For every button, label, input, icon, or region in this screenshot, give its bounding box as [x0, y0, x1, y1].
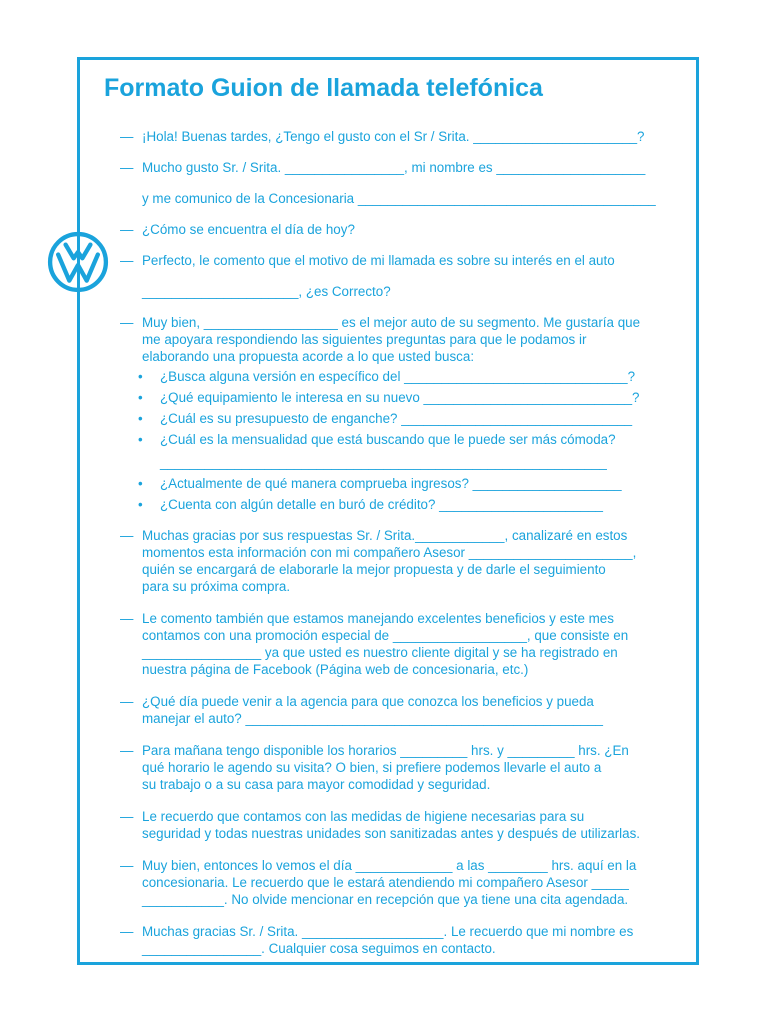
script-line: qué horario le agendo su visita? O bien, si prefiere podemos llevarle el auto a [142, 760, 602, 775]
script-item-questions-intro [120, 314, 698, 365]
call-script [120, 128, 698, 957]
question-item: • ¿Cuál es la mensualidad que está buscando que le puede ser más cómoda? [120, 431, 698, 448]
script-item-promotion [120, 610, 698, 678]
answer-blank-line: ____________________________________________________________ [160, 455, 607, 470]
script-line: contamos con una promoción especial de __________________, que consiste en [142, 628, 629, 643]
question-list [120, 368, 698, 448]
script-line: Le comento también que estamos manejando excelentes beneficios y este mes [142, 611, 614, 626]
question-item: • ¿Qué equipamiento le interesa en su nuevo ____________________________? [120, 389, 698, 406]
script-line: Le recuerdo que contamos con las medidas de higiene necesarias para su [142, 809, 585, 824]
dash-marker: — [120, 160, 134, 175]
question-item: • ¿Cuál es su presupuesto de enganche? _______________________________ [120, 410, 698, 427]
script-line: manejar el auto? ________________________________________________ [142, 711, 603, 726]
dash-marker: — [120, 858, 134, 873]
script-item-greeting [120, 128, 698, 145]
script-item-reason [120, 252, 698, 269]
script-line: Para mañana tengo disponible los horarios _________ hrs. y _________ hrs. ¿En [142, 743, 629, 758]
script-item-appointment [120, 857, 698, 908]
dash-marker: — [120, 315, 134, 330]
dash-marker: — [120, 611, 134, 626]
script-line: su trabajo o a su casa para mayor comodidad y seguridad. [142, 777, 491, 792]
script-line: ___________. No olvide mencionar en recepción que ya tiene una cita agendada. [142, 892, 629, 907]
script-line: momentos esta información con mi compañero Asesor ______________________, [142, 545, 637, 560]
vw-logo-icon [47, 231, 109, 293]
script-line: para su próxima compra. [142, 579, 291, 594]
script-line: Muy bien, entonces lo vemos el día _____________ a las ________ hrs. aquí en la [142, 858, 637, 873]
question-item: • ¿Cuenta con algún detalle en buró de crédito? ______________________ [120, 496, 698, 513]
script-line: Muy bien, __________________ es el mejor auto de su segmento. Me gustaría que [142, 315, 641, 330]
script-line: y me comunico de la Concesionaria ________________________________________ [142, 191, 656, 206]
dash-marker: — [120, 253, 134, 268]
script-line: Perfecto, le comento que el motivo de mi llamada es sobre su interés en el auto [142, 253, 615, 268]
dash-marker: — [120, 129, 134, 144]
script-line: Muchas gracias Sr. / Srita. ___________________. Le recuerdo que mi nombre es [142, 924, 634, 939]
dash-marker: — [120, 528, 134, 543]
script-item-introduction [120, 159, 698, 176]
dash-marker: — [120, 924, 134, 939]
script-item-closing [120, 923, 698, 957]
dash-marker: — [120, 743, 134, 758]
script-item-schedule [120, 742, 698, 793]
question-item: • ¿Busca alguna versión en específico del ______________________________? [120, 368, 698, 385]
dash-marker: — [120, 222, 134, 237]
script-item-how-are-you [120, 221, 698, 238]
script-line: quién se encargará de elaborarle la mejor propuesta y de darle el seguimiento [142, 562, 606, 577]
script-line: ¡Hola! Buenas tardes, ¿Tengo el gusto con el Sr / Srita. ______________________? [142, 129, 645, 144]
script-line: Mucho gusto Sr. / Srita. ________________, mi nombre es ____________________ [142, 160, 646, 175]
script-line: _____________________, ¿es Correcto? [142, 284, 391, 299]
script-item-hygiene [120, 808, 698, 842]
script-line: ________________ ya que usted es nuestro cliente digital y se ha registrado en [142, 645, 618, 660]
dash-marker: — [120, 694, 134, 709]
script-item-dealership [120, 190, 698, 207]
script-line: Muchas gracias por sus respuestas Sr. / Srita.____________, canalizaré en estos [142, 528, 628, 543]
question-list-continued [120, 475, 698, 513]
question-item: • ¿Actualmente de qué manera comprueba ingresos? ____________________ [120, 475, 698, 492]
script-item-confirm [120, 283, 698, 300]
script-line: ¿Qué día puede venir a la agencia para que conozca los beneficios y pueda [142, 694, 594, 709]
script-line: elaborando una propuesta acorde a lo que usted busca: [142, 349, 475, 364]
script-item-thanks-advisor [120, 527, 698, 595]
script-line: ________________. Cualquier cosa seguimos en contacto. [142, 941, 496, 956]
script-item-visit-day [120, 693, 698, 727]
dash-marker: — [120, 809, 134, 824]
script-line: seguridad y todas nuestras unidades son sanitizadas antes y después de utilizarlas. [142, 826, 640, 841]
script-line: concesionaria. Le recuerdo que le estará atendiendo mi compañero Asesor _____ [142, 875, 629, 890]
script-line: me apoyara respondiendo las siguientes preguntas para que le podamos ir [142, 332, 587, 347]
page-title: Formato Guion de llamada telefónica [104, 74, 543, 102]
script-line: nuestra página de Facebook (Página web de concesionaria, etc.) [142, 662, 529, 677]
script-line: ¿Cómo se encuentra el día de hoy? [142, 222, 355, 237]
